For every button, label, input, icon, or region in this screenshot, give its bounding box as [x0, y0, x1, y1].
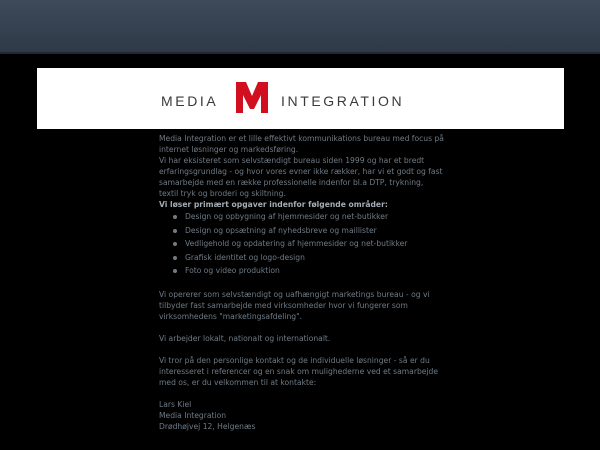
list-item: Design og opbygning af hjemmesider og net-butikker	[173, 210, 444, 224]
bullet-icon	[173, 242, 177, 246]
contact-intro-paragraph: Vi tror på den personlige kontakt og de individuelle løsninger - så er du interesseret i referencer og en snak om mulighederne ved et samarbejde med os, er du velkommen til at kontakte:	[159, 355, 439, 387]
services-heading: Vi løser primært opgaver indenfor følgende områder:	[159, 200, 388, 209]
list-item: Grafisk identitet og logo-design	[173, 251, 444, 265]
list-item: Design og opsætning af nyhedsbreve og maillister	[173, 224, 444, 238]
header-divider	[0, 52, 600, 54]
bullet-icon	[173, 269, 177, 273]
top-header-bar	[0, 0, 600, 52]
about-paragraph: Vi opererer som selvstændigt og uafhængigt marketings bureau - og vi tilbyder fast samarbejde med virksomheder hvor vi fungerer som virksomhedens "marketingsafdeling".	[159, 289, 430, 321]
media-integration-logo	[37, 68, 564, 129]
bullet-icon	[173, 229, 177, 233]
list-item: Foto og video produktion	[173, 264, 444, 278]
services-list	[159, 210, 444, 278]
logo-text-integration: INTEGRATION	[281, 93, 405, 109]
scope-paragraph: Vi arbejder lokalt, nationalt og internationalt.	[159, 333, 331, 343]
intro-paragraph-1: Media Integration er et lille effektivt kommunikations bureau med focus på internet løsninger og markedsføring.	[159, 134, 444, 154]
bullet-icon	[173, 256, 177, 260]
contact-name: Lars Kiel	[159, 399, 192, 409]
logo-banner	[37, 68, 564, 129]
contact-company: Media Integration	[159, 410, 227, 420]
logo-m-mark-icon	[236, 82, 268, 113]
main-content	[159, 133, 444, 432]
list-item: Vedligehold og opdatering af hjemmesider og net-butikker	[173, 237, 444, 251]
contact-address: Drødhøjvej 12, Helgenæs	[159, 421, 256, 431]
bullet-icon	[173, 215, 177, 219]
intro-paragraph-2: Vi har eksisteret som selvstændigt bureau siden 1999 og har et bredt erfaringsgrundlag - og hvor vores evner ikke rækker, har vi et godt og fast samarbejde med en række professionelle indenfor bl.a DTP, trykning, textil tryk og broderi og skiltning.	[159, 156, 443, 198]
logo-text-media: MEDIA	[161, 93, 219, 109]
